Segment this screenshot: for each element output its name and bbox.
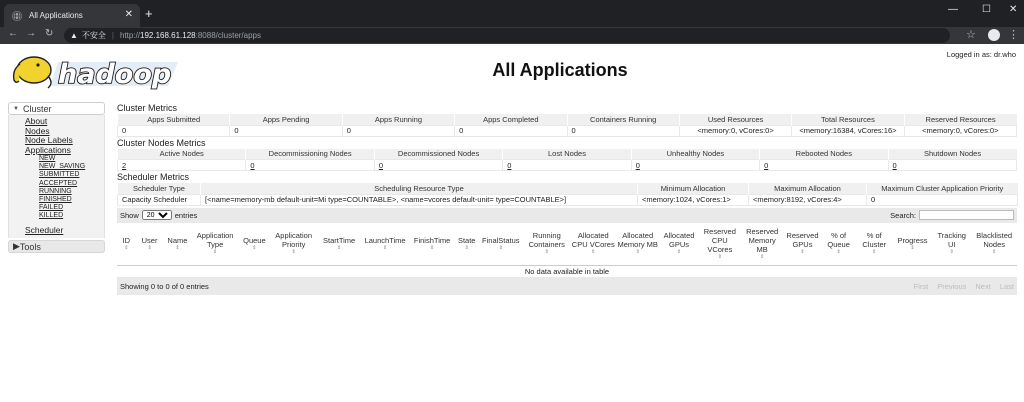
sidebar [8, 102, 105, 253]
column-header-label: FinalStatus [482, 235, 520, 245]
nm-value-link[interactable]: 0 [635, 160, 640, 170]
column-header[interactable] [163, 223, 191, 266]
nm-header: Shutdown Nodes [888, 149, 1016, 160]
nm-header: Rebooted Nodes [760, 149, 888, 160]
sort-icon: ⇕ [382, 244, 388, 251]
nm-value-link[interactable]: 0 [378, 160, 384, 170]
column-header[interactable] [117, 223, 136, 266]
sm-header: Maximum Allocation [749, 183, 867, 194]
scheduler-metrics-table [117, 183, 1018, 206]
pager-previous[interactable]: Previous [937, 281, 967, 291]
maximize-icon[interactable]: ☐ [982, 4, 991, 15]
close-tab-icon[interactable]: ✕ [124, 9, 133, 20]
column-header-label: Blacklisted Nodes [976, 231, 1013, 250]
cm-header: Apps Running [342, 114, 454, 125]
url-input[interactable]: ▲ 不安全 | http:// 192.168.61.128 :8088/cluster/apps [64, 28, 950, 43]
cm-header: Apps Completed [455, 114, 567, 125]
nm-value-link[interactable]: 0 [892, 160, 897, 170]
search-input[interactable] [919, 210, 1014, 220]
reload-icon[interactable]: ↻ [45, 28, 54, 39]
column-header-label: Name [167, 235, 188, 245]
sidebar-state-running[interactable]: RUNNING [39, 187, 72, 195]
apps-header-row [117, 223, 1017, 266]
column-header[interactable] [479, 223, 523, 266]
sort-icon: ⇕ [252, 244, 257, 251]
cm-value: 0 [342, 125, 454, 136]
column-header-label: % of Queue [827, 231, 850, 250]
sidebar-state-submitted[interactable]: SUBMITTED [39, 171, 80, 179]
cm-header: Containers Running [567, 114, 679, 125]
column-header-label: Allocated Memory MB [617, 231, 658, 250]
nm-value-link[interactable]: 0 [764, 160, 769, 170]
sort-icon: ⇕ [949, 249, 954, 256]
hadoop-logo [8, 50, 178, 92]
cm-value: 0 [230, 125, 342, 136]
sm-value: [<name=memory-mb default-unit=Mi type=COUNTABLE>, <name=vcores default-unit= type=COUNTABLE>] [201, 194, 638, 205]
browser-tab-title: All Applications [29, 11, 83, 20]
column-header[interactable] [455, 223, 479, 266]
column-header-label: Allocated GPUs [663, 231, 695, 250]
column-header-label: FinishTime [413, 235, 451, 245]
sort-icon: ⇕ [836, 249, 841, 256]
column-header-label: Reserved GPUs [786, 231, 819, 250]
sidebar-tools-header[interactable] [8, 240, 105, 253]
sort-icon: ⇕ [291, 249, 296, 256]
column-header-label: ID [122, 235, 131, 245]
nm-header: Active Nodes [118, 149, 246, 160]
cm-header: Used Resources [679, 114, 791, 125]
sidebar-link-applications[interactable]: Applications [25, 144, 71, 155]
sidebar-cluster-body [8, 115, 105, 238]
sort-icon: ⇕ [213, 249, 218, 256]
column-header[interactable] [239, 223, 270, 266]
sidebar-cluster-header[interactable] [8, 102, 105, 115]
column-header-label: Application Type [196, 231, 234, 250]
cm-header: Apps Submitted [118, 114, 230, 125]
column-header-label: State [457, 235, 476, 245]
url-scheme: http:// [120, 31, 141, 40]
nm-value-link[interactable]: 2 [122, 160, 127, 170]
page-size-select[interactable] [142, 210, 172, 220]
apps-table-toolbar [117, 208, 1017, 223]
column-header[interactable] [822, 223, 856, 266]
sm-value: Capacity Scheduler [118, 194, 201, 205]
column-header[interactable] [571, 223, 616, 266]
pagination [914, 282, 1014, 291]
column-header-label: Tracking UI [937, 231, 966, 250]
expand-triangle-icon: ▶ [13, 241, 20, 252]
pager-next[interactable]: Next [975, 281, 991, 291]
column-header[interactable] [136, 223, 164, 266]
scheduler-metrics-title: Scheduler Metrics [117, 172, 190, 182]
column-header-label: Reserved Memory MB [746, 226, 779, 254]
sidebar-state-failed[interactable]: FAILED [39, 204, 64, 212]
cm-header: Apps Pending [230, 114, 342, 125]
sidebar-link-nodes[interactable]: Nodes [25, 125, 50, 136]
cm-value: <memory:0, vCores:0> [904, 125, 1016, 136]
sm-header: Maximum Cluster Application Priority [867, 183, 1018, 194]
new-tab-icon[interactable]: + [145, 6, 153, 21]
column-header[interactable] [856, 223, 893, 266]
browser-tab-bar [0, 0, 1024, 27]
sort-icon: ⇕ [175, 244, 180, 251]
sort-icon: ⇕ [544, 249, 549, 256]
pager-first[interactable]: First [913, 281, 929, 291]
column-header-label: Application Priority [275, 231, 312, 250]
column-header-label: % of Cluster [862, 231, 887, 250]
nm-header: Decommissioning Nodes [246, 149, 374, 160]
address-bar [0, 27, 1024, 44]
pager-last[interactable]: Last [999, 281, 1014, 291]
empty-table-message: No data available in table [117, 266, 1017, 277]
url-host: 192.168.61.128 [140, 31, 196, 40]
warning-icon: ▲ [70, 31, 78, 40]
column-header[interactable] [893, 223, 932, 266]
sm-value: 0 [867, 194, 1018, 205]
column-header[interactable] [783, 223, 821, 266]
nm-header: Unhealthy Nodes [631, 149, 759, 160]
sort-icon: ⇕ [910, 244, 915, 251]
sort-icon: ⇕ [992, 249, 997, 256]
sm-header: Scheduler Type [118, 183, 201, 194]
cm-header: Total Resources [792, 114, 904, 125]
sidebar-state-finished[interactable]: FINISHED [39, 196, 72, 204]
column-header[interactable] [270, 223, 318, 266]
sort-icon: ⇕ [124, 244, 129, 251]
svg-text:hadoop: hadoop [58, 59, 172, 90]
cluster-metrics-title: Cluster Metrics [117, 103, 178, 113]
minimize-icon[interactable]: — [948, 4, 958, 15]
entries-label: entries [174, 210, 198, 220]
column-header-label: Allocated CPU VCores [571, 231, 615, 250]
sidebar-cluster-label: Cluster [22, 103, 52, 114]
sidebar-link-about[interactable]: About [25, 116, 48, 126]
sm-value: <memory:1024, vCores:1> [638, 194, 749, 205]
page-title: All Applications [492, 60, 628, 80]
sm-header: Minimum Allocation [638, 183, 749, 194]
table-info: Showing 0 to 0 of 0 entries [120, 281, 209, 291]
sidebar-state-accepted[interactable]: ACCEPTED [39, 179, 78, 187]
column-header[interactable] [361, 223, 410, 266]
column-header[interactable] [523, 223, 571, 266]
nm-header: Decommissioned Nodes [374, 149, 502, 160]
column-header[interactable] [741, 223, 783, 266]
column-header[interactable] [317, 223, 360, 266]
column-header-label: User [141, 235, 158, 245]
sort-icon: ⇕ [147, 244, 152, 251]
sort-icon: ⇕ [635, 249, 640, 256]
logged-in-label: Logged in as: dr.who [946, 50, 1016, 59]
collapse-triangle-icon: ▼ [13, 105, 19, 112]
sort-icon: ⇕ [430, 244, 435, 251]
globe-icon [12, 11, 22, 21]
column-header-label: Progress [897, 235, 928, 245]
sidebar-tools-label: Tools [19, 241, 41, 252]
back-icon[interactable]: ← [8, 28, 18, 39]
profile-avatar-icon[interactable] [988, 29, 1000, 41]
bookmark-star-icon[interactable]: ☆ [966, 29, 976, 41]
column-header[interactable] [659, 223, 698, 266]
browser-menu-icon[interactable]: ⋮ [1008, 29, 1019, 41]
cm-header: Reserved Resources [904, 114, 1016, 125]
sort-icon: ⇕ [337, 244, 342, 251]
column-header[interactable] [191, 223, 239, 266]
column-header[interactable] [699, 223, 741, 266]
close-window-icon[interactable]: ✕ [1009, 4, 1018, 15]
column-header[interactable] [932, 223, 971, 266]
cluster-metrics-table [117, 114, 1017, 137]
nm-value-link[interactable]: 0 [507, 160, 512, 170]
sidebar-state-new[interactable]: NEW [39, 155, 56, 162]
sort-icon: ⇕ [872, 249, 877, 256]
cm-value: <memory:16384, vCores:16> [792, 125, 904, 136]
column-header-label: Queue [243, 235, 266, 245]
apps-table [117, 223, 1017, 267]
show-label: Show [120, 210, 139, 220]
sort-icon: ⇕ [591, 249, 596, 256]
sort-icon: ⇕ [676, 249, 682, 256]
column-header[interactable] [616, 223, 659, 266]
browser-tab[interactable] [4, 4, 140, 27]
nm-value-link[interactable]: 0 [250, 160, 255, 170]
node-metrics-title: Cluster Nodes Metrics [117, 137, 206, 148]
security-label: 不安全 [81, 31, 106, 40]
column-header-label: Reserved CPU VCores [703, 226, 736, 254]
forward-icon[interactable]: → [26, 28, 36, 39]
node-metrics-table [117, 149, 1017, 172]
column-header-label: StartTime [323, 235, 356, 245]
column-header-label: Running Containers [528, 231, 565, 250]
sort-icon: ⇕ [717, 253, 722, 260]
column-header-label: LaunchTime [364, 235, 406, 245]
cm-value: 0 [455, 125, 567, 136]
sidebar-state-new-saving[interactable]: NEW_SAVING [39, 163, 86, 171]
search-label: Search: [890, 210, 916, 220]
main-content [117, 102, 1017, 295]
sort-icon: ⇕ [498, 244, 503, 251]
sidebar-link-node-labels[interactable]: Node Labels [25, 135, 73, 145]
cm-value: 0 [118, 125, 230, 136]
sidebar-state-killed[interactable]: KILLED [39, 212, 64, 220]
sort-icon: ⇕ [464, 244, 469, 251]
sort-icon: ⇕ [800, 249, 805, 256]
url-path: :8088/cluster/apps [195, 31, 261, 40]
column-header[interactable] [409, 223, 454, 266]
sm-header: Scheduling Resource Type [201, 183, 638, 194]
sidebar-link-scheduler[interactable]: Scheduler [25, 224, 64, 235]
sort-icon: ⇕ [760, 253, 765, 260]
sm-value: <memory:8192, vCores:4> [749, 194, 867, 205]
search-box [890, 210, 1014, 220]
cm-value: <memory:0, vCores:0> [679, 125, 791, 136]
nm-header: Lost Nodes [503, 149, 631, 160]
apps-table-footer [117, 277, 1017, 295]
column-header[interactable] [971, 223, 1017, 266]
cm-value: 0 [567, 125, 679, 136]
